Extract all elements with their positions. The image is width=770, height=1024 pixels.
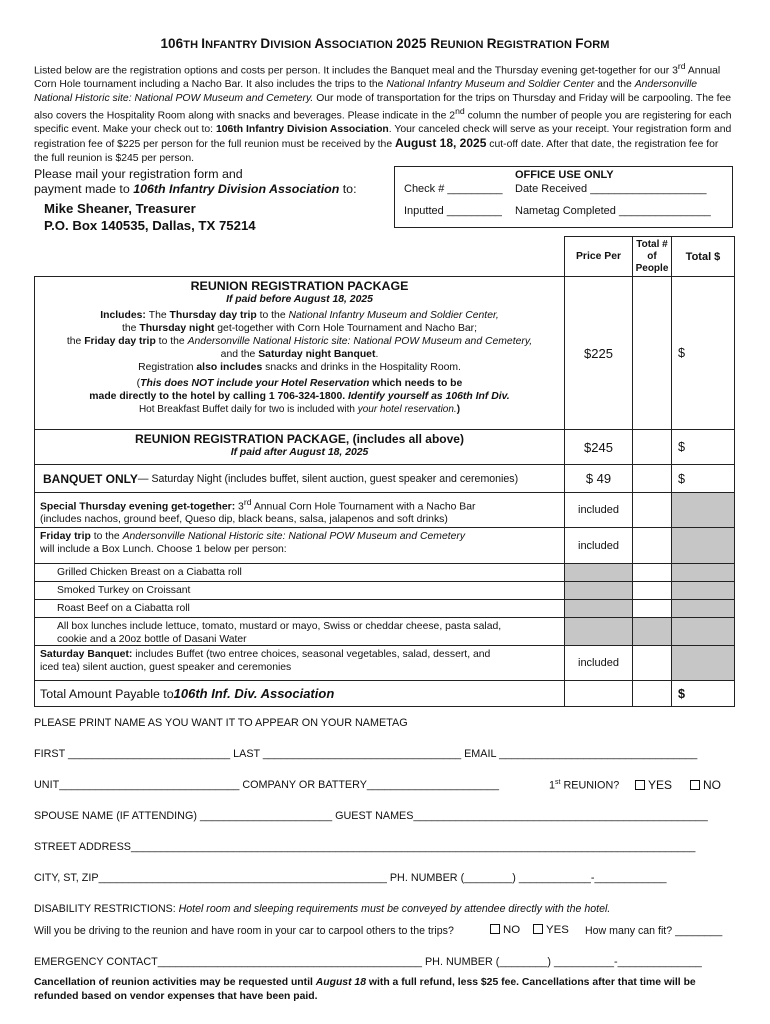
- banquet-only-price: $ 49: [564, 464, 633, 493]
- disability-restrictions: DISABILITY RESTRICTIONS: Hotel room and sleeping requirements must be conveyed by attendee directly with the hotel.: [34, 903, 611, 915]
- car-capacity-field[interactable]: How many can fit? ________: [585, 925, 723, 937]
- friday-price: included: [564, 527, 633, 564]
- lunch-note-total-shaded: [671, 617, 735, 646]
- package-late-people-input[interactable]: [632, 429, 672, 465]
- first-reunion-no-checkbox[interactable]: NO: [690, 778, 721, 792]
- saturday-total-shaded: [671, 645, 735, 681]
- lunch-turkey-total-shaded: [671, 581, 735, 600]
- saturday-price: included: [564, 645, 633, 681]
- lunch-roast-beef-people-input[interactable]: [632, 599, 672, 618]
- checkbox-icon: [635, 780, 645, 790]
- lunch-choice-roast-beef: Roast Beef on a Ciabatta roll: [34, 599, 565, 618]
- lunch-turkey-price-shaded: [564, 581, 633, 600]
- package-price: $225: [564, 276, 633, 430]
- package-description: REUNION REGISTRATION PACKAGE If paid before August 18, 2025 Includes: The Thursday day trip to the National Infantry Museum and Soldier Center, the Thursday night get-together with Corn Hole Tournament and Nacho Bar; the Friday day trip to the Andersonville National Historic site: National POW Museum and Cemetery, and the Saturday night Banquet. Registration also includes snacks and drinks in the Hospitality Room. (This does NOT include your Hotel Reservation which needs to be made directly to the hotel by calling 1 706-324-1800. Identify yourself as 106th Inf Div. Hot Breakfast Buffet daily for two is included with your hotel reservation.): [34, 276, 565, 430]
- banquet-only-people-input[interactable]: [632, 464, 672, 493]
- lunch-turkey-people-input[interactable]: [632, 581, 672, 600]
- total-amount-input[interactable]: $: [671, 680, 735, 707]
- friday-people-input[interactable]: [632, 527, 672, 564]
- package-total-input[interactable]: $: [671, 276, 735, 430]
- lunch-choice-chicken: Grilled Chicken Breast on a Ciabatta roll: [34, 563, 565, 582]
- driving-yes-checkbox[interactable]: YES: [533, 924, 569, 936]
- checkbox-icon: [690, 780, 700, 790]
- friday-trip-description: Friday trip to the Andersonville National Historic site: National POW Museum and Cemetery will include a Box Lunch. Choose 1 below per person:: [34, 527, 565, 564]
- package-people-input[interactable]: [632, 276, 672, 430]
- checkbox-icon: [533, 924, 543, 934]
- intro-paragraph: Listed below are the registration options and costs per person. It includes the Banquet meal and the Thursday evening get-together for our 3rd Annual Corn Hole tournament including a Nacho Bar. It also includes the trips to the National Infantry Museum and Soldier Center and the Andersonville National Historic site: National POW Museum and Cemetery. Our mode of transportation for the trips on Thursday and Friday will be carpooling. The fee also covers the Hospitality Room along with snacks and beverages. Please indicate in the 2nd column the number of people you are registering for each specific event. Make your check out to: 106th Infantry Division Association. Your canceled check will serve as your receipt. Your registration form and registration fee of $225 per person for the full reunion must be received by the August 18, 2025 cut-off date. After that date, the registration fee for the full reunion is $245 per person.: [34, 61, 732, 164]
- banquet-only-total-input[interactable]: $: [671, 464, 735, 493]
- driving-question: Will you be driving to the reunion and have room in your car to carpool others to the trips?: [34, 925, 454, 937]
- total-payable-label: Total Amount Payable to 106th Inf. Div. Association: [34, 680, 565, 707]
- lunch-roast-beef-total-shaded: [671, 599, 735, 618]
- lunch-chicken-price-shaded: [564, 563, 633, 582]
- lunch-note: All box lunches include lettuce, tomato, mustard or mayo, Swiss or cheddar cheese, pasta salad, cookie and a 20oz bottle of Dasani Water: [34, 617, 565, 646]
- thursday-price: included: [564, 492, 633, 528]
- print-name-instruction: PLEASE PRINT NAME AS YOU WANT IT TO APPEAR ON YOUR NAMETAG: [34, 717, 408, 729]
- friday-total-shaded: [671, 527, 735, 564]
- mailing-instructions: Please mail your registration form and payment made to 106th Infantry Division Association to: Mike Sheaner, Treasurer P.O. Box 140535, Dallas, TX 75214: [34, 167, 357, 233]
- total-price-empty: [564, 680, 633, 707]
- registration-table: [34, 236, 735, 706]
- saturday-people-input[interactable]: [632, 645, 672, 681]
- thursday-event-description: Special Thursday evening get-together: 3rd Annual Corn Hole Tournament with a Nacho Bar (includes nachos, ground beef, Queso dip, black beans, salsa, jalapenos and soft drinks): [34, 492, 565, 528]
- checkbox-icon: [490, 924, 500, 934]
- banquet-only-description: BANQUET ONLY — Saturday Night (includes buffet, silent auction, guest speaker and ceremonies): [34, 464, 565, 493]
- thursday-people-input[interactable]: [632, 492, 672, 528]
- form-title: 106TH INFANTRY DIVISION ASSOCIATION 2025 REUNION REGISTRATION FORM: [160, 36, 610, 51]
- cancellation-policy: Cancellation of reunion activities may be requested until August 18 with a full refund, less $25 fee. Cancellations after that time will be refunded based on vendor expenses that have been paid.: [34, 977, 696, 1002]
- lunch-note-price-shaded: [564, 617, 633, 646]
- lunch-chicken-total-shaded: [671, 563, 735, 582]
- thursday-total-shaded: [671, 492, 735, 528]
- package-late-description: REUNION REGISTRATION PACKAGE, (includes all above) If paid after August 18, 2025: [34, 429, 565, 465]
- street-address-field[interactable]: STREET ADDRESS______________________________________________________________________________________________: [34, 841, 696, 853]
- spouse-guest-fields[interactable]: SPOUSE NAME (IF ATTENDING) ______________________ GUEST NAMES_________________________________________________: [34, 810, 708, 822]
- package-late-total-input[interactable]: $: [671, 429, 735, 465]
- header-total-people: Total # of People: [632, 236, 672, 277]
- saturday-banquet-description: Saturday Banquet: includes Buffet (two entree choices, seasonal vegetables, salad, dessert, and iced tea) silent auction, guest speaker and ceremonies: [34, 645, 565, 681]
- total-people-empty: [632, 680, 672, 707]
- mailing-address: P.O. Box 140535, Dallas, TX 75214: [44, 218, 256, 233]
- lunch-chicken-people-input[interactable]: [632, 563, 672, 582]
- name-email-fields[interactable]: FIRST ___________________________ LAST _________________________________ EMAIL _________________________________: [34, 748, 698, 760]
- lunch-note-people-shaded: [632, 617, 672, 646]
- unit-company-fields[interactable]: UNIT______________________________ COMPANY OR BATTERY______________________: [34, 779, 500, 791]
- driving-no-checkbox[interactable]: NO: [490, 924, 520, 936]
- header-total-dollars: Total $: [671, 236, 735, 277]
- city-phone-fields[interactable]: CITY, ST, ZIP________________________________________________ PH. NUMBER (________) ____________-____________: [34, 872, 667, 884]
- treasurer-name: Mike Sheaner, Treasurer: [44, 201, 196, 216]
- first-reunion-question: 1st REUNION?: [549, 779, 620, 792]
- package-late-price: $245: [564, 429, 633, 465]
- lunch-choice-turkey: Smoked Turkey on Croissant: [34, 581, 565, 600]
- first-reunion-yes-checkbox[interactable]: YES: [635, 778, 672, 792]
- emergency-contact-fields[interactable]: EMERGENCY CONTACT____________________________________________ PH. NUMBER (________) __________-______________: [34, 956, 702, 968]
- office-use-box: OFFICE USE ONLY Check # _________ Date Received ___________________ Inputted _________ Nametag Completed _______________: [394, 166, 733, 228]
- lunch-roast-beef-price-shaded: [564, 599, 633, 618]
- header-price-per: Price Per: [564, 236, 633, 277]
